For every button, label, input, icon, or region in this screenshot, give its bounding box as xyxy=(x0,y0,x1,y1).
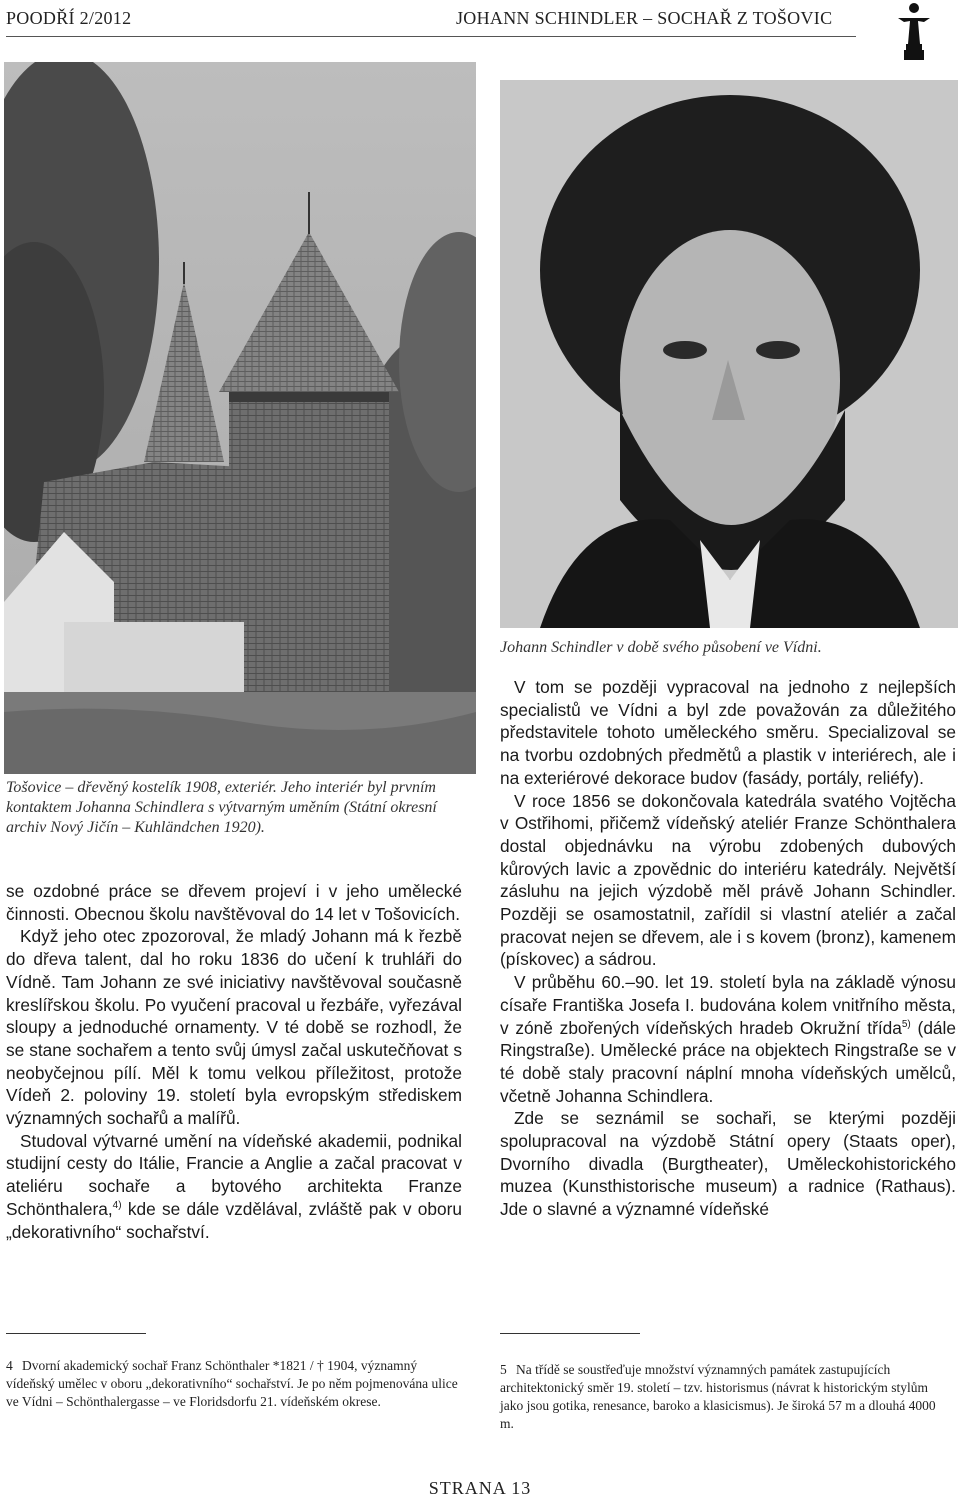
paragraph: se ozdobné práce se dřevem projeví i v jeho umělecké činnosti. Obecnou školu navštěvoval do 14 let v Tošovicích. xyxy=(6,881,462,924)
footnote xyxy=(500,1361,940,1433)
paragraph-text: (dále Ringstraße). Umělecké práce na objektech Ringstraße se v té době staly pracovní náplní mnoha vídeňských umělců, včetně Johanna Schindlera. xyxy=(500,1017,956,1106)
right-text-column xyxy=(500,676,956,1221)
footnote-ref: 5) xyxy=(901,1018,911,1030)
footnote-rule xyxy=(500,1333,640,1334)
running-title: JOHANN SCHINDLER – SOCHAŘ Z TOŠOVIC xyxy=(456,8,833,28)
footnote-number: 4 xyxy=(6,1358,13,1373)
paragraph xyxy=(6,1130,462,1244)
footnote-ref: 4) xyxy=(112,1200,122,1212)
paragraph: Zde se seznámil se sochaři, se kterými později spolupracoval na výzdobě Státní opery (Staats oper), Dvorního divadla (Burgtheater), Uměleckohistorického muzea (Kunsthistorische museum) a radnice (Rathaus). Jde o slavné a významné vídeňské xyxy=(500,1108,956,1220)
paragraph: V roce 1856 se dokončovala katedrála svatého Vojtěcha v Ostřihomi, přičemž vídeňský ateliér Franze Schönthalera dostal objednávku na výrobu zdobených dubových kůrových lavic a zpovědnic do interiéru katedrály. Největší zásluhu na jejich výzdobě měl právě Johann Schindler. Později se osamostatnil, zařídil si vlastní ateliér a začal pracovat nejen se dřevem, ale i s kovem (bronz), kamenem (pískovec) a sádrou. xyxy=(500,790,956,970)
header-rule xyxy=(6,36,856,37)
journal-issue: POODŘÍ 2/2012 xyxy=(6,8,132,28)
paragraph: V tom se později vypracoval na jednoho z nejlepších specialistů ve Vídni a byl zde považován za důležitého představitele tohoto uměleckého směru. Specializoval se na tvorbu ozdobných předmětů a plastik v interiérech, ale i na exteriérové dekorace budov (fasády, portály, reliéfy). xyxy=(500,677,956,788)
paragraph xyxy=(500,971,956,1107)
portrait-caption: Johann Schindler v době svého působení ve Vídni. xyxy=(500,639,822,656)
church-caption: Tošovice – dřevěný kostelík 1908, exteriér. Jeho interiér byl prvním kontaktem Johanna Schindlera s výtvarným uměním (Státní okresní archiv Nový Jičín – Kuhländchen 1920). xyxy=(6,779,437,836)
footnote-text: Na třídě se soustřeďuje množství významných památek zastupujících architektonický směr 19. století – tzv. historismus (návrat k historickým stylům jako jsou gotika, renesance, baroko a klasicismus). Je široká 57 m a dlouhá 4000 m. xyxy=(500,1362,936,1431)
page-number: STRANA 13 xyxy=(428,1478,532,1498)
footnote xyxy=(6,1357,462,1411)
statue-icon xyxy=(884,0,944,62)
paragraph-text: kde se dále vzdělával, zvláště pak v oboru „dekorativního“ sochařství. xyxy=(6,1198,462,1242)
paragraph-text: Studoval výtvarné umění na vídeňské akademii, podnikal studijní cesty do Itálie, Francie a Anglie a začal pracovat v ateliéru sochaře a bytového architekta Franze Schönthalera, xyxy=(6,1130,462,1219)
footnote-rule xyxy=(6,1333,146,1334)
left-text-column xyxy=(6,880,462,1243)
footnote-number: 5 xyxy=(500,1362,507,1377)
paragraph: Když jeho otec zpozoroval, že mladý Johann má k řezbě do dřeva talent, dal ho roku 1836 do učení k truhláři do Vídně. Tam Johann ze své iniciativy navštěvoval současně kreslířskou školu. Po vyučení pracoval u řezbáře, vyřezával sloupy a jednoduché ornamenty. V té době se rozhodl, že se stane sochařem a tento svůj úmysl začal uskutečňovat s neobyčejnou pílí. Měl k tomu velkou příležitost, protože Vídeň 2. poloviny 19. století byla evropským střediskem významných sochařů a malířů. xyxy=(6,926,462,1129)
church-photo xyxy=(4,62,476,774)
portrait-photo xyxy=(500,80,958,628)
footnote-text: Dvorní akademický sochař Franz Schönthaler *1821 / † 1904, významný vídeňský umělec v oboru „dekorativního“ sochařství. Je po něm pojmenována ulice ve Vídni – Schönthalergasse – ve Floridsdorfu 21. vídeňském okrese. xyxy=(6,1358,458,1409)
paragraph-text: V průběhu 60.–90. let 19. století byla na základě výnosu císaře Františka Josefa I. budována kolem vnitřního města, v zóně zbořených vídeňských hradeb Okružní třída xyxy=(500,972,956,1038)
